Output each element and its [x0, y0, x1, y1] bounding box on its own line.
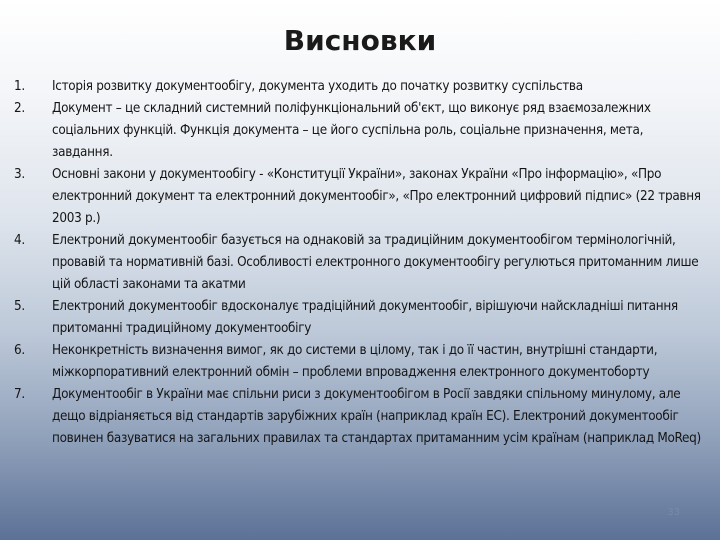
list-item-number: 2. — [14, 101, 25, 116]
list-item-number: 7. — [14, 387, 25, 402]
list-item — [14, 384, 706, 450]
list-item-number: 4. — [14, 233, 25, 248]
list-item — [14, 340, 706, 384]
list-item-number: 3. — [14, 167, 25, 182]
list-item — [14, 296, 706, 340]
list-item-text: Основні закони у документообігу - «Конституції України», законах України «Про інформацію», «Про електронний документ та електронний документообіг», «Про електронний цифровий підпис» (22 травня 2003 р.) — [52, 167, 701, 226]
list-item — [14, 98, 706, 164]
list-item — [14, 164, 706, 230]
list-item-number: 6. — [14, 343, 25, 358]
list-item-number: 5. — [14, 299, 25, 314]
list-item — [14, 76, 706, 98]
list-item-text: Документ – це складний системний поліфункціональний об'єкт, що виконує ряд взаємозалежних соціальних функцій. Функція документа – це його суспільна роль, соціальне призначення, мета, завдання. — [52, 101, 651, 160]
list-item-number: 1. — [14, 79, 25, 94]
list-item-text: Електроний документообіг вдосконалує традіційний документообіг, вірішуючи найскладніші питання притоманні традиційному документообігу — [52, 299, 678, 336]
slide-title: Висновки — [283, 24, 437, 57]
list-item-text: Неконкретність визначення вимог, як до системи в цілому, так і до її частин, внутрішні стандарти, міжкорпоративний електронний обмін – проблеми впровадження електронного документоборту — [52, 343, 658, 380]
conclusions-list — [14, 76, 706, 450]
list-item-text: Документообіг в України має спільни риси з документообігом в Росії завдяки спільному минулому, але дещо відріаняється від стандартів зарубіжних країн (наприклад країн ЕС). Електроний документообіг повинен базуватися на загальних правилах та стандартах притаманним усім країнам (наприклад MoReq) — [52, 387, 701, 446]
list-item-text: Електроний документообіг базується на однаковій за традиційним документообігом термінологічній, провавій та нормативній базі. Особливості електронного документообігу регулються притоманним лише цій області законами та акатми — [52, 233, 699, 292]
page-number: 33 — [667, 507, 680, 518]
list-item — [14, 230, 706, 296]
list-item-text: Історія розвитку документообігу, документа уходить до початку розвитку суспільства — [52, 79, 583, 94]
